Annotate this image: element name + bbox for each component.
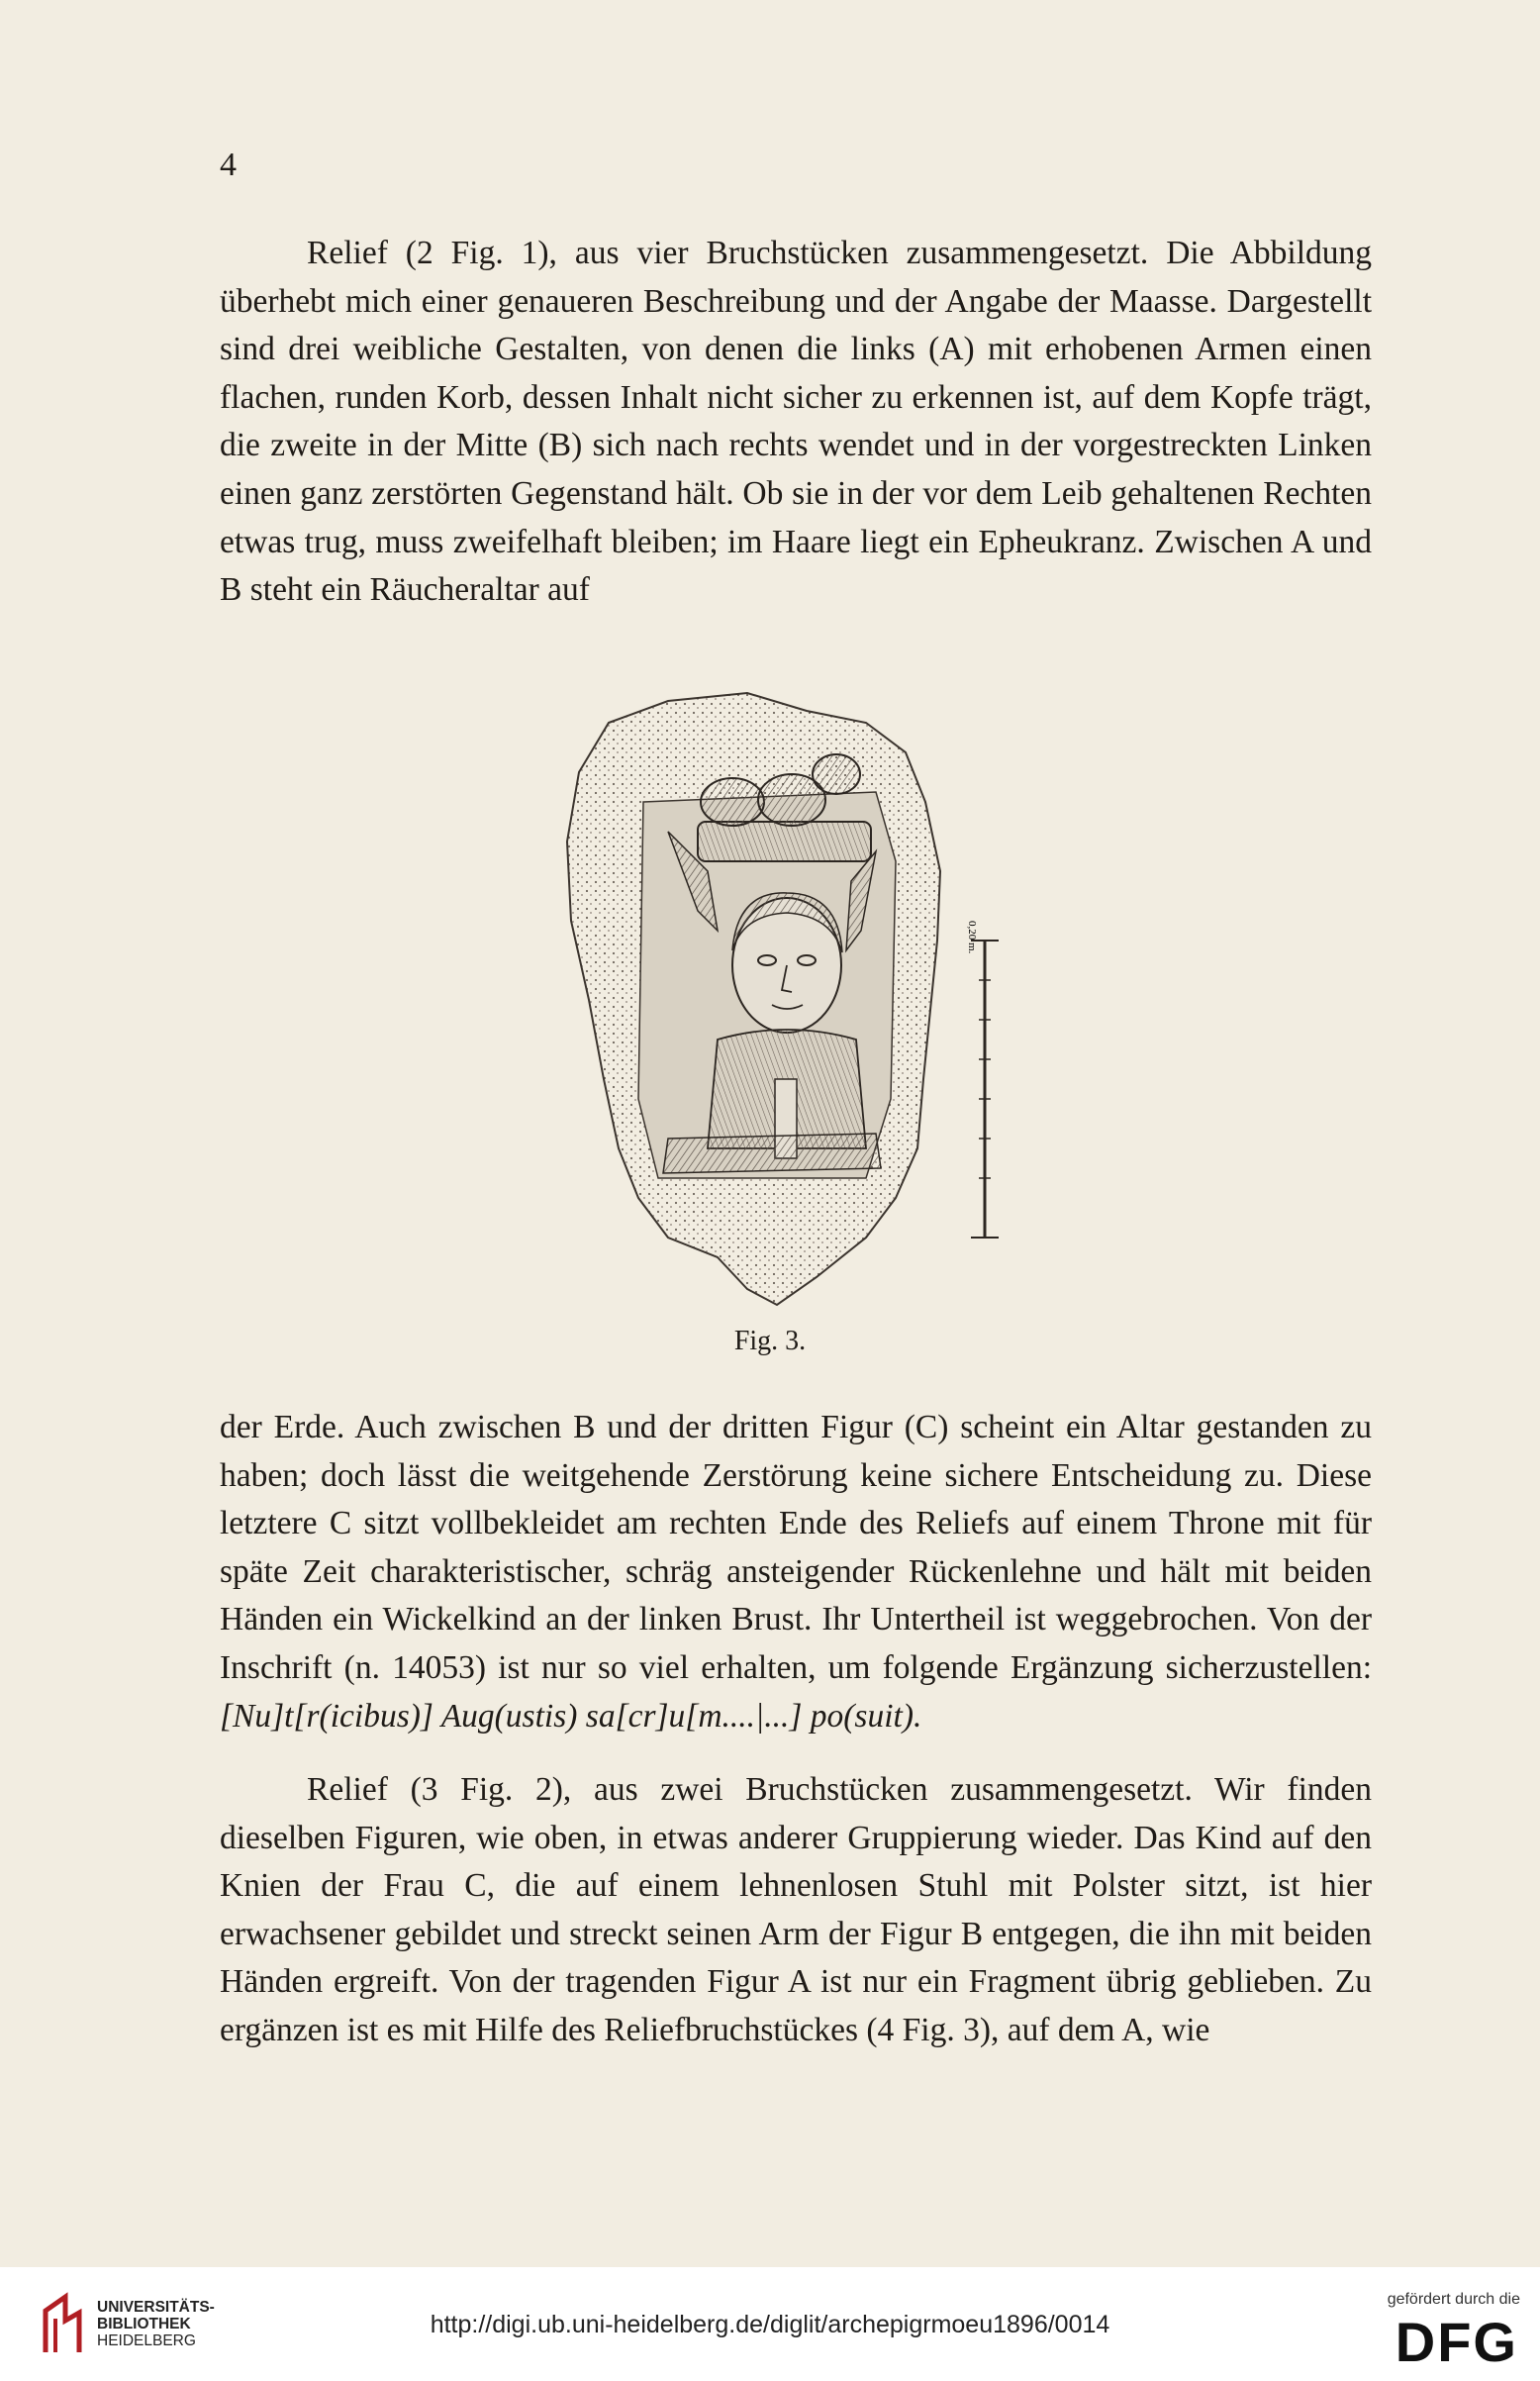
- library-name-line2: BIBLIOTHEK: [97, 2316, 191, 2332]
- scale-label: 0,20 m.: [966, 921, 978, 954]
- digitization-footer: [0, 2267, 1540, 2381]
- paragraph-relief-3: Relief (3 Fig. 2), aus zwei Bruchstücken zusammengesetzt. Wir finden dieselben Figuren, wie oben, in etwas anderer Gruppierung wieder. Das Kind auf den Knien der Frau C, die auf einem lehnenlosen Stuhl mit Polster sitzt, ist hier erwachsener gebildet und streckt seinen Arm der Figur B entgegen, die ihn mit beiden Händen ergreift. Von der tragenden Figur A ist nur ein Fragment übrig geblieben. Zu ergänzen ist es mit Hilfe des Reliefbruchstückes (4 Fig. 3), auf dem A, wie: [220, 1771, 1372, 2048]
- library-name-line1: UNIVERSITÄTS-: [97, 2299, 215, 2316]
- page-number: 4: [220, 147, 237, 183]
- scale-bar: [966, 921, 999, 1238]
- figure-caption: Fig. 3.: [733, 1326, 807, 1356]
- relief-illustration: [549, 683, 1024, 1317]
- paragraph-relief-2: Relief (2 Fig. 1), aus vier Bruchstücken zusammengesetzt. Die Abbildung überhebt mich einer genaueren Beschreibung und der Angabe der Maasse. Dargestellt sind drei weibliche Gestalten, von denen die links (A) mit erhobenen Armen einen flachen, runden Korb, dessen Inhalt nicht sicher zu erkennen ist, auf dem Kopfe trägt, die zweite in der Mitte (B) sich nach rechts wendet und in der vorgestreckten Linken einen ganz zerstörten Gegenstand hält. Ob sie in der vor dem Leib gehaltenen Rechten etwas trug, muss zweifelhaft bleiben; im Haare liegt ein Epheukranz. Zwischen A und B steht ein Räucheraltar auf: [220, 235, 1372, 609]
- source-url-link[interactable]: http://digi.ub.uni-heidelberg.de/diglit/archepigrmoeu1896/0014: [430, 2311, 1110, 2338]
- figure-relief-fragment: [549, 683, 1024, 1317]
- paragraph-relief-2-continued: [220, 1404, 1372, 1740]
- dfg-logo: DFG: [1395, 2311, 1518, 2373]
- paragraph-text: der Erde. Auch zwischen B und der dritten Figur (C) scheint ein Altar gestanden zu haben; doch lässt die weitgehende Zerstörung keine sichere Entscheidung zu. Diese letztere C sitzt vollbekleidet am rechten Ende des Reliefs auf einem Throne mit für späte Zeit charakteristischer, schräg ansteigender Rückenlehne und hält mit beiden Händen ein Wickelkind an der linken Brust. Ihr Untertheil ist weggebrochen. Von der Inschrift (n. 14053) ist nur so viel erhalten, um folgende Ergänzung sicherzustellen:: [220, 1409, 1372, 1686]
- library-name-line3: HEIDELBERG: [97, 2332, 196, 2349]
- funding-note: gefördert durch die: [1387, 2291, 1520, 2308]
- inscription-text: [Nu]t[r(icibus)] Aug(ustis) sa[cr]u[m....|...] po(suit).: [220, 1697, 922, 1735]
